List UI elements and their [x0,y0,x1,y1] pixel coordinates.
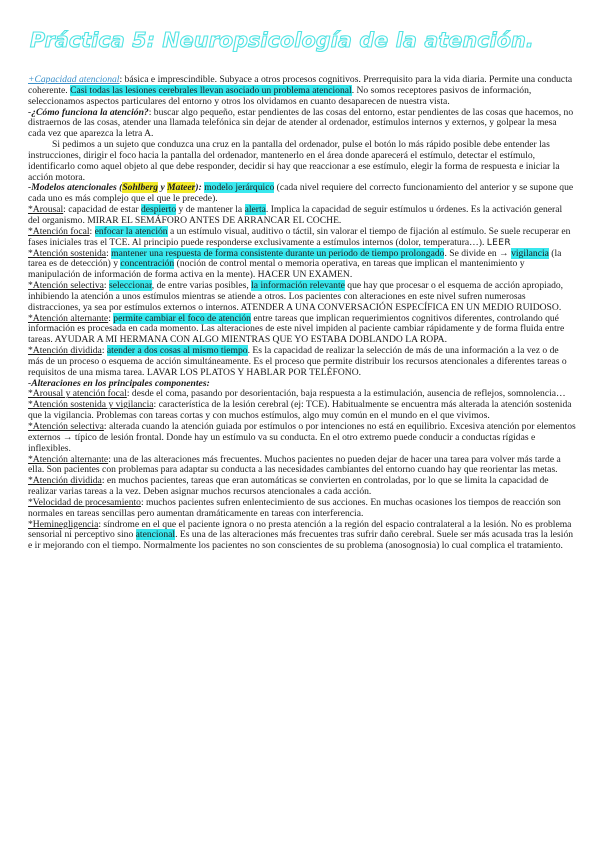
paragraph-como-funciona [28,108,576,141]
text: y de mantener la [176,204,245,216]
term-label: *Velocidad de procesamiento [28,496,141,508]
term-label: *Atención selectiva [28,280,104,292]
highlight: atender a dos cosas al mismo tiempo [106,345,248,357]
text: : [101,345,107,357]
highlight: la información relevante [251,280,345,292]
term-label: *Heminegligencia [28,518,99,530]
paragraph-alt-alternante [28,455,576,477]
text: . No somos receptores pasivos de información, seleccionamos aspectos particulares del entorno y otros los olvidamos en cuanto desaparecen de nuestra vista. [28,84,532,107]
highlight: alerta [244,204,266,216]
paragraph-alt-selectiva [28,422,576,455]
text: : buscar algo pequeño, estar pendientes de las cosas del entorno, estar pendientes de las cosas que hacemos, no distraernos de las cosas, atender una llamada telefónica sin dejar de atender al ordenador, estímulos internos y externos, y golpear la mesa cada vez que aparezca la letra A. [28,106,574,140]
paragraph-atencion-selectiva [28,281,576,314]
text: : [106,247,112,259]
handwritten-note: LEER [486,237,511,248]
page-title: Práctica 5: Neuropsicología de la atención. [30,28,534,52]
term-label: -Alteraciones en los principales componentes [28,377,207,389]
text: . Se divide en → [444,247,512,259]
text: (la tarea es de detección) y [28,247,562,270]
term-label: *Atención selectiva [28,421,104,432]
paragraph-atencion-dividida [28,346,576,379]
highlight: despierto [140,204,177,216]
term-label: *Atención sostenida [28,247,107,259]
highlight-author: Sohlberg [122,182,159,194]
paragraph-alt-velocidad [28,498,576,520]
paragraph-alt-dividida [28,476,576,498]
term-label: -Modelos atencionales ( [28,182,123,194]
text: : [206,377,210,389]
text: : [103,280,109,292]
highlight: Casi todas las lesiones cerebrales llevan asociado un problema atencional [70,84,352,96]
text: . Es una de las alteraciones más frecuentes tras sufrir daño cerebral. Suele ser más acusada tras la lesión e ir mejorando con el tiempo. Normalmente los pacientes no son conscientes de su problema (anosognosia) lo cual complica el tratamiento. [28,529,574,552]
text: : característica de la lesión cerebral (ej: TCE). Habitualmente se encuentra más alterada la atención sostenida que la vigilancia. Problemas con tareas cortas y con muchos estímulos, algo muy común en el mundo en el que vivimos. [28,399,572,422]
text: , de entre varias posibles, [151,280,252,292]
text: : desde el coma, pasando por desorientación, baja respuesta a la estimulación, ausencia de reflejos, somnolencia… [126,388,566,400]
paragraph-arousal [28,205,576,227]
text: ): [195,182,205,194]
highlight-author: Mateer [167,182,196,194]
highlight: permite cambiar el foco de atención [113,312,251,324]
term-label: *Atención alternante [28,312,109,324]
text: : [89,225,95,237]
highlight: modelo jerárquico [204,182,275,194]
text: . Es la capacidad de realizar la selección de más de una información a la vez o de más de un proceso o esquema de acción simultáneamente. Es el proceso que permite distribuir los recursos atencionales a diferentes tareas o requisitos de una misma tarea. LAVAR LOS PLATOS Y HABLAR POR TELÉFONO. [28,345,567,378]
highlight: atencional [135,529,176,541]
highlight: mantener una respuesta de forma consistente durante un periodo de tiempo prolongado [111,247,445,259]
text: (noción de control mental o memoria operativa, en tareas que implican el mantenimiento y manipulación de información de forma activa en la mente). HACER UN EXAMEN. [28,258,525,281]
paragraph-modelos-atencionales [28,183,576,205]
paragraph-alt-sostenida [28,400,576,422]
term-label: *Atención alternante [28,453,109,465]
term-label: -¿Cómo funciona la atención? [28,106,149,118]
paragraph-alt-heminegligencia [28,520,576,553]
document-body [28,75,576,552]
text: : básica e imprescindible. Subyace a otros procesos cognitivos. Prerrequisito para la vida diaria. Permite una conducta coherente. [28,74,573,96]
term-label: +Capacidad atencional [28,74,120,85]
paragraph-atencion-focal [28,227,576,249]
text: . Implica la capacidad de seguir estímulos u órdenes. Es la activación general del organismo. MIRAR EL SEMÁFORO ANTES DE ARRANCAR EL COCHE. [28,204,563,226]
text: que hay que procesar o el esquema de acción apropiado, inhibiendo la atención a unos estímulos mientras se atiende a otros. Los pacientes con alteraciones en este nivel sufren numerosas distracciones, ya sea por estímulos externos o internos. ATENDER A UNA CONVERSACIÓN ESPECÍFICA EN UN MEDIO RUIDOSO. [28,280,564,313]
term-label: *Atención dividida [28,475,102,487]
highlight: seleccionar [109,280,152,292]
term-label: *Atención focal [28,225,90,237]
text: (cada nivel requiere del correcto funcionamiento del anterior y se supone que cada uno es más complejo que el que le precede). [28,182,574,205]
highlight: enfocar la atención [94,225,168,237]
text: : alterada cuando la atención guiada por estímulos o por intenciones no está en equilibrio. Excesiva atención por elementos externos → típico de lesión frontal. Donde hay un estímulo va su conducta. En el otro extremo puede conducir a conductas rígidas e inflexibles. [28,421,576,454]
term-label: *Atención sostenida y vigilancia [28,399,154,411]
text: : una de las alteraciones más frecuentes. Muchos pacientes no pueden dejar de hacer una tarea para volver más tarde a ella. Son pacientes con problemas para adaptar su conducta a las necesidades cambiantes del entorno cuando hay que reorientar las metas. [28,453,561,476]
paragraph-atencion-alternante [28,314,576,347]
paragraph-capacidad-atencional [28,75,576,108]
text: : capacidad de estar [63,204,141,216]
text: : en muchos pacientes, tareas que eran automáticas se convierten en controladas, por lo que se limita la capacidad de realizar varias tareas a la vez. Deben asignar muchos recursos atencionales a cada acción. [28,475,549,498]
highlight: concentración [120,258,175,270]
text: : muchos pacientes sufren enlentecimiento de sus acciones. En muchas ocasiones los tiempos de reacción son normales en tareas sencillas pero aumentan dramáticamente en tareas con interferencia. [28,496,561,519]
term-label: *Arousal [28,204,64,216]
text: : síndrome en el que el paciente ignora o no presta atención a la región del espacio contralateral a la lesión. No es problema sensorial ni perceptivo sino [28,518,572,541]
highlight: vigilancia [511,247,549,259]
text: y [158,182,168,194]
text: : [108,312,114,324]
term-label: *Arousal y atención focal [28,388,127,400]
text: Si pedimos a un sujeto que conduzca una cruz en la pantalla del ordenador, pulse el botón lo más rápido posible debe entender las instrucciones, dirigir el foco hacia la pantalla del ordenador, mantenerlo en el área donde aparecerá el estímulo, detectar el estímulo, identificarlo como aquel objeto al que debe responder, decidir si hay que reaccionar a ese estímulo, elegir la forma de respuesta e iniciar la acción motora. [28,139,560,183]
paragraph-atencion-sostenida [28,249,576,282]
paragraph-ejemplo [28,140,576,183]
text: entre tareas que implican requerimientos cognitivos diferentes, controlando qué información es procesada en cada momento. Las alteraciones de este nivel impiden al paciente cambiar rápidamente y de forma fluida entre tareas. AYUDAR A MI HERMANA CON ALGO MIENTRAS QUE YO ESTABA DOBLANDO LA ROPA. [28,312,565,346]
term-label: *Atención dividida [28,345,102,357]
text: a un estímulo visual, auditivo o táctil, sin valorar el tiempo de fijación al estímulo. Se suele recuperar en fases iniciales tras el TCE. Al principio puede responderse exclusivamente a estímulos internos (dolor, temperatura…). [28,225,571,248]
